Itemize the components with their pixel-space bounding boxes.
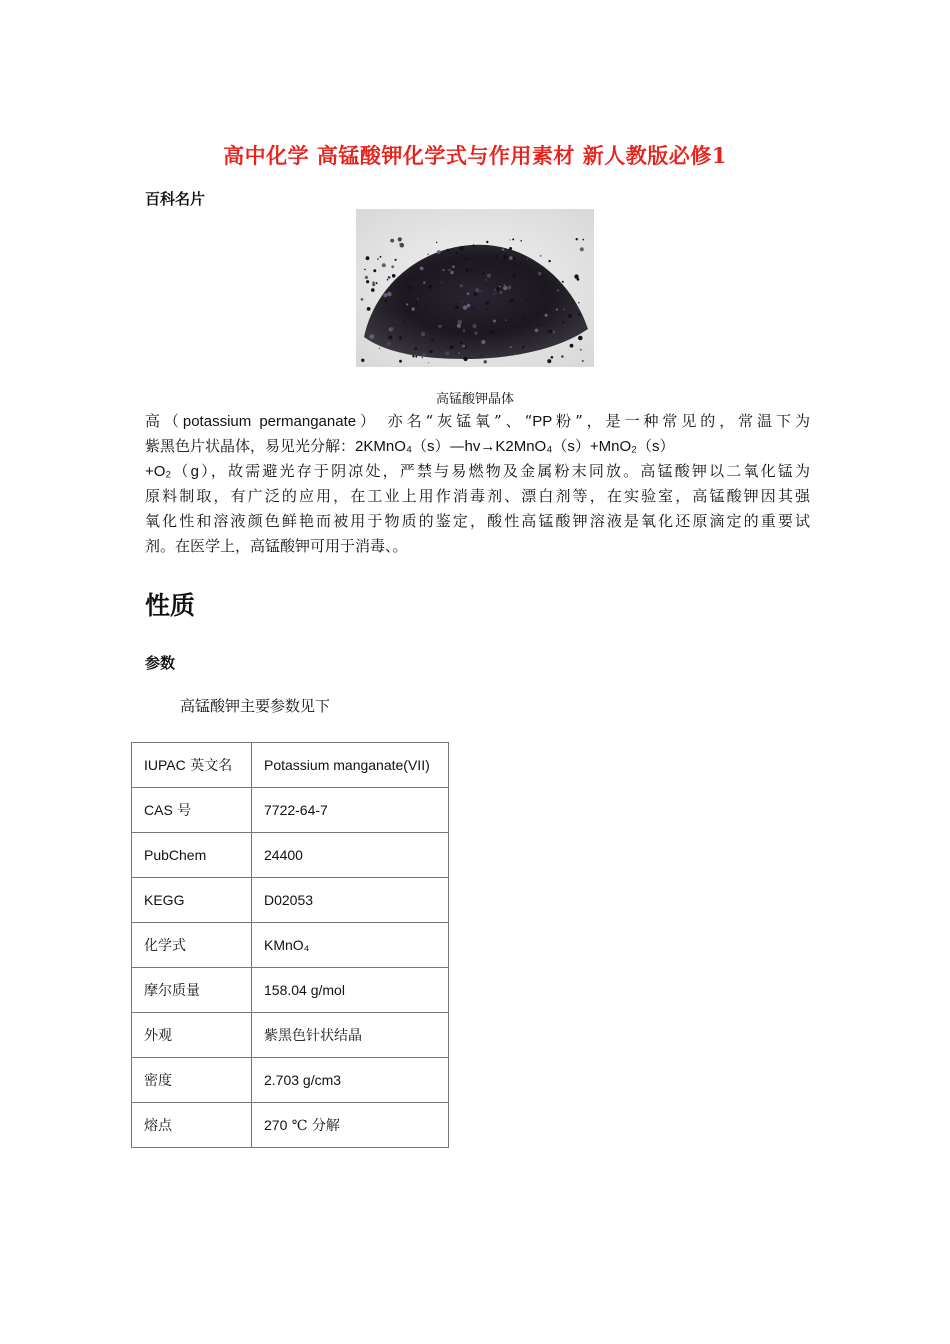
table-row — [132, 743, 449, 788]
parameter-name-cell: 摩尔质量 — [132, 968, 252, 1013]
parameter-value-cell: KMnO₄ — [252, 923, 449, 968]
parameter-value-cell: 紫黑色针状结晶 — [252, 1013, 449, 1058]
parameter-value-cell: 2.703 g/cm3 — [252, 1058, 449, 1103]
subsection-heading-parameters: 参数 — [145, 654, 176, 672]
parameter-name-cell: PubChem — [132, 833, 252, 878]
parameter-value-cell: Potassium manganate(VII) — [252, 743, 449, 788]
parameter-value-cell: 158.04 g/mol — [252, 968, 449, 1013]
intro-line: 氧化性和溶液颜色鲜艳而被用于物质的鉴定，酸性高锰酸钾溶液是氧化还原滴定的重要试 — [145, 512, 810, 530]
document-title: 高中化学 高锰酸钾化学式与作用素材 新人教版必修1 — [223, 143, 727, 168]
intro-line: 紫黑色片状晶体，易见光分解：2KMnO₄（s）—hv→K2MnO₄（s）+MnO₂（s） — [145, 437, 675, 455]
image-caption: 高锰酸钾晶体 — [435, 392, 514, 407]
table-row — [132, 923, 449, 968]
intro-line: 原料制取，有广泛的应用，在工业上用作消毒剂、漂白剂等，在实验室，高锰酸钾因其强 — [145, 487, 810, 505]
parameters-intro-text: 高锰酸钾主要参数见下 — [180, 697, 331, 715]
parameter-name-cell: CAS 号 — [132, 788, 252, 833]
parameter-value-cell: 270 ℃ 分解 — [252, 1103, 449, 1148]
table-row — [132, 968, 449, 1013]
section-heading-properties: 性质 — [145, 591, 196, 620]
parameters-table — [131, 742, 449, 1148]
parameter-value-cell: 24400 — [252, 833, 449, 878]
table-row — [132, 1058, 449, 1103]
intro-paragraph — [145, 409, 810, 559]
parameter-name-cell: 化学式 — [132, 923, 252, 968]
intro-line: 剂。在医学上，高锰酸钾可用于消毒、。 — [145, 537, 408, 555]
table-row — [132, 1103, 449, 1148]
parameter-value-cell: 7722-64-7 — [252, 788, 449, 833]
parameter-name-cell: 密度 — [132, 1058, 252, 1103]
table-row — [132, 878, 449, 923]
intro-line: 高（potassium permanganate） 亦名“灰锰氧”、“PP粉”，是一种常见的，常温下为 — [145, 412, 810, 430]
encyclopedia-card-label: 百科名片 — [145, 190, 206, 208]
parameter-name-cell: IUPAC 英文名 — [132, 743, 252, 788]
parameter-name-cell: 熔点 — [132, 1103, 252, 1148]
potassium-permanganate-crystals-photo — [356, 209, 594, 367]
parameter-name-cell: KEGG — [132, 878, 252, 923]
table-row — [132, 833, 449, 878]
parameter-value-cell: D02053 — [252, 878, 449, 923]
intro-line: +O₂（g），故需避光存于阴凉处，严禁与易燃物及金属粉末同放。高锰酸钾以二氧化锰为 — [145, 462, 810, 480]
table-row — [132, 1013, 449, 1058]
table-row — [132, 788, 449, 833]
parameter-name-cell: 外观 — [132, 1013, 252, 1058]
